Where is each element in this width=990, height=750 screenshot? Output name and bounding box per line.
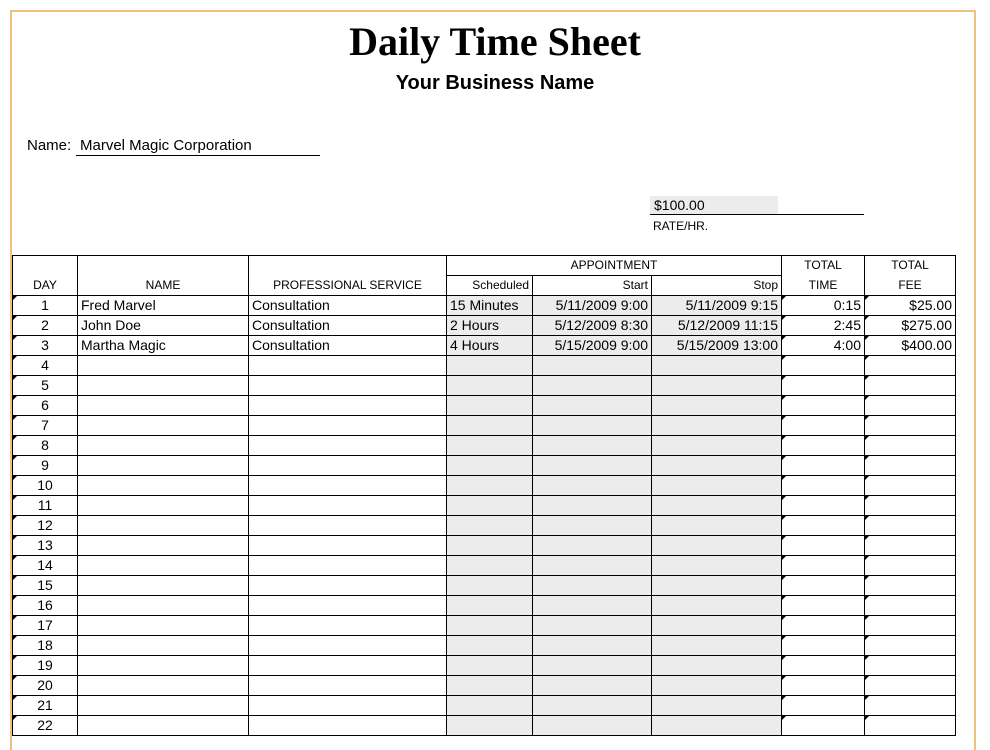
table-row <box>13 476 956 496</box>
cell-day[interactable]: 13 <box>13 536 78 556</box>
cell-total-fee[interactable] <box>865 436 956 456</box>
cell-start[interactable] <box>533 576 652 596</box>
cell-service[interactable] <box>249 596 447 616</box>
cell-start[interactable]: 5/15/2009 9:00 <box>533 336 652 356</box>
cell-name[interactable] <box>78 536 249 556</box>
cell-start[interactable] <box>533 596 652 616</box>
cell-stop[interactable] <box>652 356 782 376</box>
cell-service[interactable] <box>249 576 447 596</box>
cell-scheduled[interactable] <box>447 636 533 656</box>
cell-total-fee[interactable] <box>865 676 956 696</box>
cell-day[interactable]: 19 <box>13 656 78 676</box>
cell-total-time[interactable] <box>782 416 865 436</box>
cell-scheduled[interactable] <box>447 356 533 376</box>
cell-total-time[interactable] <box>782 396 865 416</box>
cell-total-time[interactable] <box>782 356 865 376</box>
cell-day[interactable]: 22 <box>13 716 78 736</box>
cell-total-time[interactable] <box>782 696 865 716</box>
cell-total-time[interactable] <box>782 496 865 516</box>
cell-day[interactable]: 20 <box>13 676 78 696</box>
cell-name[interactable] <box>78 356 249 376</box>
table-row <box>13 436 956 456</box>
cell-scheduled[interactable] <box>447 416 533 436</box>
cell-day[interactable]: 9 <box>13 456 78 476</box>
cell-name[interactable] <box>78 516 249 536</box>
cell-total-fee[interactable] <box>865 696 956 716</box>
cell-service[interactable] <box>249 616 447 636</box>
cell-scheduled[interactable] <box>447 536 533 556</box>
cell-total-time[interactable] <box>782 536 865 556</box>
cell-total-fee[interactable] <box>865 656 956 676</box>
cell-total-time[interactable] <box>782 716 865 736</box>
cell-service[interactable]: Consultation <box>249 316 447 336</box>
cell-service[interactable] <box>249 536 447 556</box>
cell-day[interactable]: 18 <box>13 636 78 656</box>
cell-name[interactable] <box>78 696 249 716</box>
table-row <box>13 316 956 336</box>
cell-day[interactable]: 2 <box>13 316 78 336</box>
cell-stop[interactable]: 5/12/2009 11:15 <box>652 316 782 336</box>
cell-start[interactable] <box>533 616 652 636</box>
cell-start[interactable] <box>533 516 652 536</box>
table-row <box>13 296 956 316</box>
cell-name[interactable] <box>78 716 249 736</box>
cell-service[interactable] <box>249 376 447 396</box>
cell-start[interactable] <box>533 436 652 456</box>
cell-stop[interactable] <box>652 456 782 476</box>
cell-day[interactable]: 11 <box>13 496 78 516</box>
cell-start[interactable] <box>533 716 652 736</box>
table-row <box>13 576 956 596</box>
header-total-fee-top: TOTAL <box>865 256 956 276</box>
cell-stop[interactable] <box>652 396 782 416</box>
cell-total-fee[interactable] <box>865 596 956 616</box>
cell-service[interactable] <box>249 436 447 456</box>
table-row <box>13 716 956 736</box>
cell-total-fee[interactable]: $25.00 <box>865 296 956 316</box>
cell-scheduled[interactable] <box>447 476 533 496</box>
header-start: Start <box>533 276 652 296</box>
cell-start[interactable] <box>533 456 652 476</box>
cell-name[interactable]: John Doe <box>78 316 249 336</box>
cell-total-fee[interactable] <box>865 536 956 556</box>
cell-total-time[interactable] <box>782 616 865 636</box>
cell-service[interactable] <box>249 496 447 516</box>
cell-stop[interactable]: 5/11/2009 9:15 <box>652 296 782 316</box>
table-row <box>13 456 956 476</box>
cell-service[interactable] <box>249 396 447 416</box>
cell-service[interactable] <box>249 416 447 436</box>
cell-name[interactable] <box>78 636 249 656</box>
cell-total-time[interactable] <box>782 516 865 536</box>
cell-name[interactable] <box>78 556 249 576</box>
cell-day[interactable]: 10 <box>13 476 78 496</box>
cell-total-time[interactable] <box>782 676 865 696</box>
cell-service[interactable] <box>249 696 447 716</box>
header-stop: Stop <box>652 276 782 296</box>
header-day: DAY <box>13 256 78 296</box>
cell-total-fee[interactable] <box>865 496 956 516</box>
cell-total-fee[interactable] <box>865 636 956 656</box>
rate-field[interactable]: $100.00 <box>650 196 778 214</box>
cell-day[interactable]: 8 <box>13 436 78 456</box>
cell-service[interactable] <box>249 516 447 536</box>
table-row <box>13 616 956 636</box>
cell-name[interactable] <box>78 596 249 616</box>
cell-scheduled[interactable]: 2 Hours <box>447 316 533 336</box>
cell-total-time[interactable] <box>782 456 865 476</box>
cell-name[interactable] <box>78 576 249 596</box>
cell-name[interactable] <box>78 416 249 436</box>
cell-total-fee[interactable]: $275.00 <box>865 316 956 336</box>
cell-start[interactable] <box>533 496 652 516</box>
cell-start[interactable] <box>533 676 652 696</box>
cell-day[interactable]: 5 <box>13 376 78 396</box>
cell-name[interactable] <box>78 496 249 516</box>
cell-start[interactable] <box>533 396 652 416</box>
cell-stop[interactable] <box>652 616 782 636</box>
cell-scheduled[interactable] <box>447 436 533 456</box>
cell-name[interactable] <box>78 396 249 416</box>
cell-service[interactable] <box>249 656 447 676</box>
cell-scheduled[interactable]: 15 Minutes <box>447 296 533 316</box>
cell-name[interactable] <box>78 616 249 636</box>
header-appointment: APPOINTMENT <box>447 256 782 276</box>
rate-underline <box>650 214 864 215</box>
cell-stop[interactable] <box>652 376 782 396</box>
cell-name[interactable] <box>78 476 249 496</box>
cell-service[interactable] <box>249 556 447 576</box>
cell-stop[interactable] <box>652 516 782 536</box>
cell-stop[interactable] <box>652 496 782 516</box>
cell-scheduled[interactable] <box>447 396 533 416</box>
table-row <box>13 376 956 396</box>
cell-stop[interactable] <box>652 536 782 556</box>
cell-stop[interactable] <box>652 436 782 456</box>
cell-total-fee[interactable] <box>865 416 956 436</box>
cell-stop[interactable] <box>652 716 782 736</box>
cell-start[interactable]: 5/11/2009 9:00 <box>533 296 652 316</box>
cell-total-time[interactable] <box>782 476 865 496</box>
cell-name[interactable]: Martha Magic <box>78 336 249 356</box>
time-sheet-table <box>12 255 956 736</box>
cell-stop[interactable] <box>652 636 782 656</box>
header-scheduled: Scheduled <box>447 276 533 296</box>
cell-stop[interactable] <box>652 576 782 596</box>
cell-stop[interactable] <box>652 476 782 496</box>
table-row <box>13 496 956 516</box>
cell-stop[interactable] <box>652 596 782 616</box>
cell-total-fee[interactable] <box>865 356 956 376</box>
cell-scheduled[interactable] <box>447 716 533 736</box>
cell-start[interactable] <box>533 476 652 496</box>
table-row <box>13 416 956 436</box>
cell-name[interactable] <box>78 456 249 476</box>
cell-day[interactable]: 14 <box>13 556 78 576</box>
cell-total-time[interactable]: 0:15 <box>782 296 865 316</box>
cell-day[interactable]: 17 <box>13 616 78 636</box>
table-row <box>13 396 956 416</box>
table-row <box>13 676 956 696</box>
cell-service[interactable] <box>249 456 447 476</box>
cell-scheduled[interactable] <box>447 376 533 396</box>
name-label: Name: <box>27 137 72 154</box>
cell-start[interactable] <box>533 696 652 716</box>
cell-total-fee[interactable] <box>865 396 956 416</box>
table-row <box>13 356 956 376</box>
cell-day[interactable]: 16 <box>13 596 78 616</box>
cell-scheduled[interactable] <box>447 596 533 616</box>
cell-name[interactable]: Fred Marvel <box>78 296 249 316</box>
header-total-time-bottom: TIME <box>782 276 865 296</box>
cell-scheduled[interactable] <box>447 616 533 636</box>
header-service: PROFESSIONAL SERVICE <box>249 256 447 296</box>
cell-name[interactable] <box>78 376 249 396</box>
cell-total-fee[interactable] <box>865 516 956 536</box>
cell-total-time[interactable]: 4:00 <box>782 336 865 356</box>
header-name: NAME <box>78 256 249 296</box>
cell-day[interactable]: 7 <box>13 416 78 436</box>
cell-service[interactable]: Consultation <box>249 296 447 316</box>
cell-total-time[interactable] <box>782 596 865 616</box>
cell-day[interactable]: 15 <box>13 576 78 596</box>
cell-name[interactable] <box>78 436 249 456</box>
cell-day[interactable]: 6 <box>13 396 78 416</box>
cell-stop[interactable] <box>652 556 782 576</box>
cell-total-fee[interactable] <box>865 376 956 396</box>
client-name-field[interactable]: Marvel Magic Corporation <box>76 137 320 156</box>
cell-start[interactable] <box>533 356 652 376</box>
cell-total-time[interactable] <box>782 636 865 656</box>
cell-service[interactable] <box>249 676 447 696</box>
cell-start[interactable] <box>533 636 652 656</box>
cell-day[interactable]: 12 <box>13 516 78 536</box>
page-title: Daily Time Sheet <box>349 19 641 64</box>
header-total-time-top: TOTAL <box>782 256 865 276</box>
cell-total-time[interactable] <box>782 576 865 596</box>
cell-scheduled[interactable] <box>447 696 533 716</box>
table-row <box>13 516 956 536</box>
cell-scheduled[interactable] <box>447 656 533 676</box>
cell-scheduled[interactable] <box>447 496 533 516</box>
cell-day[interactable]: 1 <box>13 296 78 316</box>
cell-start[interactable] <box>533 536 652 556</box>
table-row <box>13 556 956 576</box>
cell-day[interactable]: 3 <box>13 336 78 356</box>
cell-scheduled[interactable] <box>447 556 533 576</box>
cell-stop[interactable] <box>652 676 782 696</box>
header-total-fee-bottom: FEE <box>865 276 956 296</box>
cell-service[interactable]: Consultation <box>249 336 447 356</box>
cell-service[interactable] <box>249 476 447 496</box>
cell-name[interactable] <box>78 676 249 696</box>
cell-start[interactable] <box>533 416 652 436</box>
cell-total-fee[interactable] <box>865 556 956 576</box>
cell-total-fee[interactable] <box>865 456 956 476</box>
table-row <box>13 336 956 356</box>
cell-total-fee[interactable] <box>865 576 956 596</box>
rate-label: RATE/HR. <box>653 219 709 233</box>
cell-start[interactable] <box>533 556 652 576</box>
cell-start[interactable] <box>533 656 652 676</box>
cell-service[interactable] <box>249 636 447 656</box>
cell-stop[interactable] <box>652 416 782 436</box>
cell-scheduled[interactable] <box>447 576 533 596</box>
cell-scheduled[interactable] <box>447 516 533 536</box>
cell-stop[interactable] <box>652 656 782 676</box>
cell-scheduled[interactable] <box>447 456 533 476</box>
table-row <box>13 696 956 716</box>
cell-scheduled[interactable]: 4 Hours <box>447 336 533 356</box>
table-row <box>13 596 956 616</box>
table-row <box>13 656 956 676</box>
cell-total-fee[interactable] <box>865 616 956 636</box>
business-name: Your Business Name <box>395 72 595 94</box>
cell-total-fee[interactable] <box>865 476 956 496</box>
cell-total-time[interactable] <box>782 436 865 456</box>
cell-scheduled[interactable] <box>447 676 533 696</box>
table-row <box>13 636 956 656</box>
cell-service[interactable] <box>249 716 447 736</box>
table-body <box>13 296 956 736</box>
cell-start[interactable]: 5/12/2009 8:30 <box>533 316 652 336</box>
cell-day[interactable]: 21 <box>13 696 78 716</box>
cell-total-time[interactable] <box>782 656 865 676</box>
cell-total-fee[interactable]: $400.00 <box>865 336 956 356</box>
cell-service[interactable] <box>249 356 447 376</box>
cell-total-fee[interactable] <box>865 716 956 736</box>
cell-total-time[interactable]: 2:45 <box>782 316 865 336</box>
cell-total-time[interactable] <box>782 556 865 576</box>
cell-stop[interactable] <box>652 696 782 716</box>
cell-stop[interactable]: 5/15/2009 13:00 <box>652 336 782 356</box>
table-row <box>13 536 956 556</box>
cell-name[interactable] <box>78 656 249 676</box>
cell-day[interactable]: 4 <box>13 356 78 376</box>
cell-total-time[interactable] <box>782 376 865 396</box>
cell-start[interactable] <box>533 376 652 396</box>
